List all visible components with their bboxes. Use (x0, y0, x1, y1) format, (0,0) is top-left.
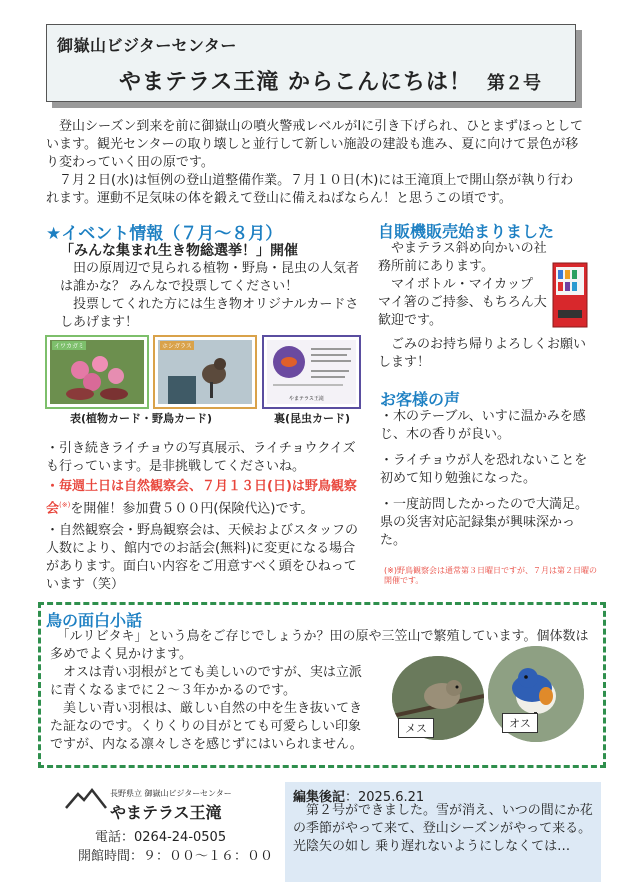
editor-afterword (285, 782, 601, 882)
observation-schedule: ・毎週土日は自然観察会、７月１３日(日)は野鳥観察会 (46, 479, 357, 517)
observation-fee: を開催！参加費５００円(保険代込)です。 (70, 501, 314, 517)
newsletter-header (46, 24, 576, 102)
bird-card-label: ホシガラス (162, 343, 192, 350)
bird-card-image (153, 335, 257, 409)
afterword-body: 第２号ができました。雪が消え、いつの間にか花の季節がやって来て、登山シーズンがやって来る。光陰矢の如し 乗り遅れないようにしなくては… (293, 803, 593, 854)
event-bullet-weather: ・自然観察会・野鳥観察会は、天候およびスタッフの人数により、館内でのお話会(無料)に変更になる場合があります。面白い内容をご用意すべく頭をひねっています（笑） (46, 523, 359, 592)
insect-card-label: やまテラス王滝 (289, 396, 324, 402)
intro-paragraph-2: ７月２日(水)は恒例の登山道整備作業。７月１０日(木)には王滝頂上で開山祭が執り行われます。運動不足気味の体を鍛えて登山に備えねばならん！と思うこの頃です。 (46, 173, 574, 206)
male-label: オス (502, 713, 538, 733)
event-description: 田の原周辺で見られる植物・野鳥・昆虫の人気者は誰かな？ みんなで投票してください！ 投票してくれた方には生き物オリジナルカードさしあげます！ (60, 261, 360, 330)
mountain-logo-icon (64, 786, 108, 810)
header-center-name: 御嶽山ビジターセンター (57, 36, 237, 55)
event-bullet-observation (46, 478, 361, 518)
afterword-label: 編集後記 (293, 790, 346, 805)
vending-description: やまテラス斜め向かいの社務所前にあります。 マイボトル・マイカップ マイ箸のご持参、もちろん大歓迎です。 (378, 241, 547, 328)
footer-phone: 電話：0264-24-0505 (95, 830, 227, 845)
plant-card-label: イワカガミ (54, 343, 85, 350)
bird-lead: 「ルリビタキ」という鳥をご存じでしょうか？田の原や三笠山で繁殖しています。個体数は多めでよく見かけます。 (50, 629, 589, 662)
footer-facility-name: やまテラス王滝 (110, 803, 222, 822)
observation-footnote: (※)野鳥観察会は通常第３日曜日ですが、７月は第２日曜の開催です。 (384, 566, 597, 585)
female-label: メス (398, 718, 434, 738)
card-caption-front: 表(植物カード・野鳥カード) (70, 412, 213, 425)
intro-paragraph-1: 登山シーズン到来を前に御嶽山の噴火警戒レベルがⅠに引き下げられ、ひとまずほっとしています。観光センターの取り壊しと並行して新しい施設の建設も進み、夏に向けて景色が移り変わっていく田の原です。 (46, 119, 583, 170)
voice-item: ・ライチョウが人を恐れないことを初めて知り勉強になった。 (380, 453, 588, 486)
header-greeting: やまテラス王滝 からこんにちは！ (119, 70, 473, 95)
vending-section-title: 自販機販売始まりました (378, 222, 555, 241)
customer-voice-list (380, 408, 600, 550)
bird-section-title: 鳥の面白小話 (46, 611, 143, 630)
vending-trash-note: ごみのお持ち帰りよろしくお願いします！ (378, 337, 587, 370)
footer-organization: 長野県立 御嶽山ビジターセンター (110, 789, 232, 798)
voice-item: ・一度訪問したかったので大満足。県の災害対応記録集が興味深かった。 (380, 497, 589, 548)
voice-section-title: お客様の声 (380, 390, 461, 409)
event-section-title: ★イベント情報（７月～８月） (46, 224, 283, 244)
bird-body: オスは青い羽根がとても美しいのですが、実は立派に青くなるまでに２～３年かかるのです。 美しい青い羽根は、厳しい自然の中を生き抜いてきた証なのです。くりくりの目がとても可愛らしい印象ですが、内なる凛々しさを感じずにはいられません。 (50, 665, 363, 752)
intro-text (46, 118, 586, 208)
footer-opening-hours: 開館時間：９：００～１６：００ (78, 849, 274, 864)
event-subtitle: 「みんな集まれ生き物総選挙！」開催 (60, 243, 298, 259)
afterword-date: ：2025.6.21 (345, 790, 425, 805)
event-bullet-ptarmigan: ・引き続きライチョウの写真展示、ライチョウクイズも行っています。是非挑戦してくださいね。 (46, 441, 356, 474)
plant-card-image (45, 335, 149, 409)
card-caption-back: 裏(昆虫カード) (274, 412, 351, 425)
footnote-mark: (※) (59, 501, 71, 509)
issue-number: 第２号 (487, 73, 541, 94)
vending-machine-icon (552, 262, 588, 328)
voice-item: ・木のテーブル、いすに温かみを感じ、木の香りが良い。 (380, 409, 586, 442)
insect-card-image (262, 335, 361, 409)
